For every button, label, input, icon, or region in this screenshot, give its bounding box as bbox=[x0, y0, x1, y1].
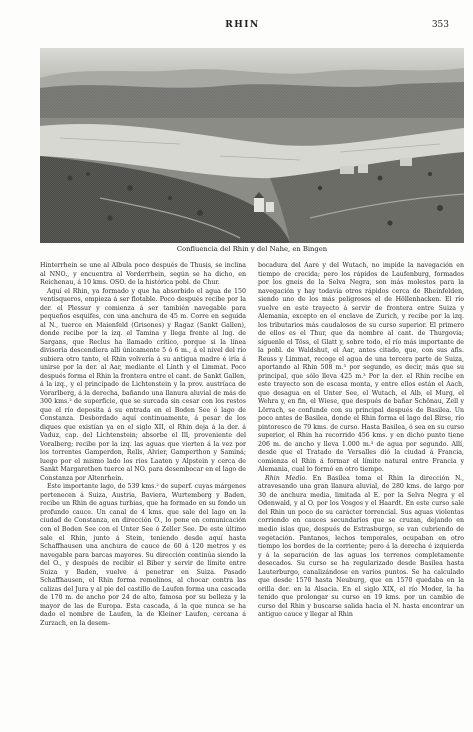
page-number: 353 bbox=[431, 20, 449, 30]
running-title: RHIN bbox=[225, 20, 260, 30]
page-header bbox=[30, 20, 455, 36]
article-body bbox=[40, 262, 464, 628]
paragraph: Aquí el Rhin, ya formado y que ha absorbido el agua de 150 ventisqueros, empieza á ser flotable. Poco después recibe por la der. el Plessur y comienza á ser también navegable para pequeños esquifes, con una anchura de 45 m. Corre en seguida al N., tuerce en Maienfeld (Grisones) y Ragaz (Sankt Gallen), donde recibe por la izq. el Tamina y llega frente al lug. de Sargans, que Reclus ha llamado crítico, porque si la línea divisoria descendiera allí únicamente 5 ó 6 m., á el nivel del río subiera otro tanto, el Rhin volvería á su antigua madre é iría á unirse por la der. al Aar, mediante el Linth y el Limmat. Poco después forma el Rhin la frontera entre el cant. de Sankt Gallen, á la izq., y el principado de Lichtenstein y la prov. austríaca de Vorarlberg, á la derecha, bañando una llanura aluvial de más de 300 kms.² de superficie, que se surcada sin cesar con los restos que el río deposita á su entrada en el Boden See ó lago de Constanza. Desbordado aquí continuamente, á pesar de los diques que existían ya en el siglo XII, el Rhin deja á la der. á Vaduz, cap. del Lichtenstein; absorbe el Ill, proveniente del Voralberg; recibe por la izq. las aguas que vierten á la vez por los torrentes Gamperdon, Rells, Alvier, Gamperthon y Saminá; luego por el mismo lado los ríos Laaten y Alpstein y cerca de Sankt Margarethen tuerce al NO. para desembocar en el lago de Constanza por Altenrhein. bbox=[40, 287, 246, 482]
left-column bbox=[40, 262, 246, 628]
paragraph: Hinterrhein se une al Albula poco después de Thusis, se inclina al NNO., y encuentra al Vorderrhein, según se ha dicho, en Reichenau, á 10 kms. OSO. de la histórica pobl. de Chur. bbox=[40, 262, 246, 287]
engraving-illustration bbox=[40, 48, 464, 243]
figure-caption: Confluencia del Rhin y del Nahe, en Bingen bbox=[176, 245, 328, 253]
section-lead: Rhin Medio. bbox=[265, 474, 308, 482]
paragraph: bocadura del Aare y del Wutach, no impide la navegación en tiempo de crecida; pero los rápidos de Laufenburg, formados por los gneis de la Selva Negra, son más molestos para la navegación y hay todavía otros rápidos cerca de Rheinfelden, siendo uno de los más peligrosos el de Höllenhacken. El río vuelve en este trayecto á servir de frontera entre Suiza y Alemania, excepto en el enclave de Zurich, y recibe por la izq. los tributarios más caudalosos de su curso superior. El primero de ellos es el Thur, que da nombre al cant. de Thurgovia; síguenle el Töss, el Glatt y, sobre todo, el río más importante de la pobl. de Waldshut, el Aar, antes citado, que, con sus afls. Reuss y Limmat, recoge el agua de una tercera parte de Suiza, aportando al Rhin 508 m.³ por segundo, es decir, más que su principal, que sólo lleva 425 m.³ Por la der. el Rhin recibe en este trayecto son de escasa monta, y entre ellos están el Aach, que desagua en el Unter See, el Wutach, el Alb, el Murg, el Wehra y, en fin, el Wiese, que después de bañar Schönau, Zell y Lörrach, se confunde con su principal después de Basilea. Un poco antes de Basilea, donde el Rhin forma el lago del Birse, río pintoresco de 79 kms. de curso. Hasta Basilea, ó sea en su curso superior, el Rhin ha recorrido 456 kms. y en dicho punto tiene 206 m. de ancho y lleva 1.000 m.³ de agua por segundo. Allí, desde que el Tratado de Versalles dió la ciudad á Francia, comienza el Rhin á formar el límite natural entre Francia y Alemania, cual lo formó en otro tiempo. bbox=[258, 262, 464, 474]
right-column bbox=[258, 262, 464, 628]
landscape-engraving-icon bbox=[40, 48, 464, 243]
paragraph: Este importante lago, de 539 kms.² de superf. cuyas márgenes pertenecen á Suiza, Austria, Baviera, Wurtemberg y Baden, recibe un Rhin de aguas turbias, que ha formado en su fondo un profundo cauce. Un canal de 4 kms. que sale del lago en la ciudad de Constanza, en dirección O., lo pone en comunicación con el Boden See con el Unter See ó Zeller See. De este último sale el Rhin, junto á Stein, teniendo desde aquí hasta Schaffhausen una anchura de cauce de 60 á 120 metros y es navegable para barcas mayores. Su dirección continúa siendo la del O., y después de recibir el Biber y servir de límite entre Suiza y Baden, vuelve á penetrar en Suiza. Pasado Schaffhausen, el Rhin forma remolinos, al chocar contra las calizas del Jura y al pie del castillo de Laufen forma una cascada de 170 m. de ancho por 24 de alto, famosa por su belleza y la mayor de las de Europa. Esta cascada, á la que nunca se ha dado el nombre de Laufen, la de Kleiner Laufen, cercana á Zurzach, en la desem- bbox=[40, 483, 246, 627]
paragraph: Rhin Medio. En Basilea toma el Rhin la dirección N., atravesando una gran llanura aluvial, de 280 kms. de largo por 30 de anchura media, limitada al E. por la Selva Negra y el Odenwald, y al O. por los Vosgos y el Haardt. En este curso sale del Rhin un poco de su carácter torrencial. Sus aguas violentas corriendo en cauces secundarios que se cruzan, dejando en medio islas que, después de Estrasburgo, se van cubriendo de vegetación. Pantanos, lechos temporales, ocupaban en otro tiempo los bordes de la corriente; pero á la derecha é izquierda y á la separación de las aguas los terrenos completamente desecados. Su curso se ha regularizado desde Basilea hasta Lauterburgo, canalizándose en varios puntos. Se ha calculado que desde 1570 hasta Neuburg, que en 1570 quedaba en la orilla der. en la Alsacia. En el siglo XIX, el río Moder, la ha tenido que prolongar su curso en 19 kms. por un cambio de curso del Rhin y buscarse salida hacia el N. hasta encontrar un antiguo cauce y llegar al Rhin bbox=[258, 474, 464, 619]
